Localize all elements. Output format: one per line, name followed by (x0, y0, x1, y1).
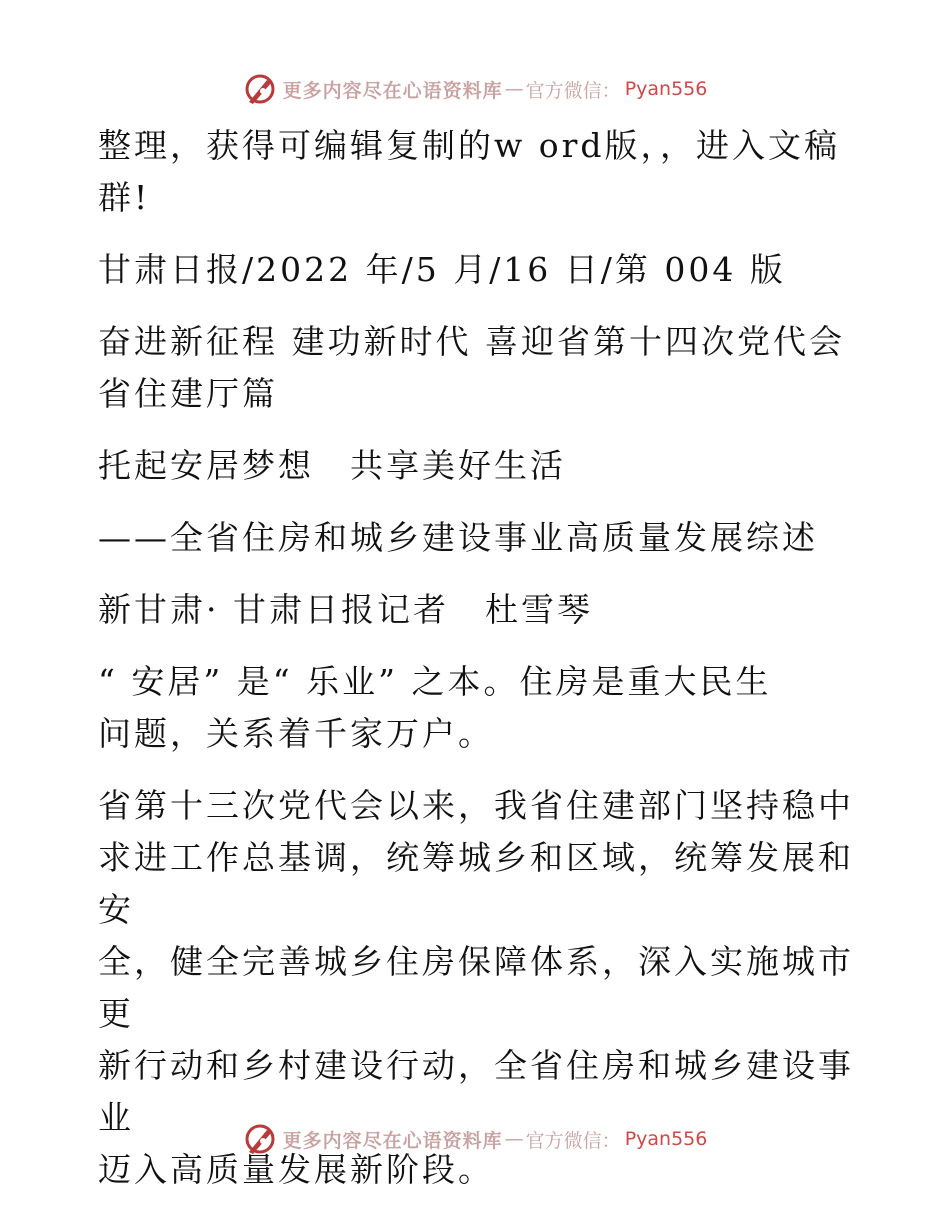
text-line: 群! (98, 178, 151, 217)
pen-circle-logo-icon (243, 72, 277, 106)
pen-circle-logo-icon (243, 1122, 277, 1156)
text-line: 全，健全完善城乡住房保障体系，深入实施城市更 (98, 942, 854, 1033)
text-line: 迈入高质量发展新阶段。 (98, 1150, 494, 1189)
text-line: 甘肃日报/2022 年/5 月/16 日/第 004 版 (98, 250, 786, 289)
text-line: 托起安居梦想 共享美好生活 (98, 446, 566, 485)
paragraph (98, 656, 858, 760)
watermark-wechat-id: Pyan556 (624, 1128, 708, 1150)
text-line: “ 安居” 是“ 乐业” 之本。住房是重大民生 (98, 662, 772, 701)
paragraph (98, 440, 858, 492)
watermark-wechat-label: 官方微信： (525, 1129, 621, 1152)
paragraph (98, 120, 858, 224)
text-line: 省住建厅篇 (98, 374, 278, 413)
text-line: 省第十三次党代会以来，我省住建部门坚持稳中 (98, 786, 854, 825)
watermark-header (0, 72, 950, 106)
text-line: 问题，关系着千家万户。 (98, 714, 494, 753)
paragraph (98, 584, 858, 636)
watermark-wechat-id: Pyan556 (624, 78, 708, 100)
text-line: 新行动和乡村建设行动，全省住房和城乡建设事业 (98, 1046, 854, 1137)
paragraph (98, 244, 858, 296)
watermark-wechat-label: 官方微信： (525, 79, 621, 102)
paragraph (98, 512, 858, 564)
text-line: 求进工作总基调，统筹城乡和区域，统筹发展和安 (98, 838, 854, 929)
text-line: 奋进新征程 建功新时代 喜迎省第十四次党代会 (98, 322, 845, 361)
paragraph (98, 316, 858, 420)
watermark-text: 更多内容尽在心语资料库 (282, 79, 503, 102)
watermark-footer (0, 1122, 950, 1156)
text-line: 新甘肃· 甘肃日报记者 杜雪琴 (98, 590, 593, 629)
watermark-separator: — (504, 1128, 524, 1150)
watermark-text: 更多内容尽在心语资料库 (282, 1129, 503, 1152)
text-line: ——全省住房和城乡建设事业高质量发展综述 (98, 518, 818, 557)
document-body (98, 120, 858, 1216)
text-line: 整理，获得可编辑复制的w ord版，，进入文稿 (98, 126, 841, 165)
watermark-separator: — (504, 78, 524, 100)
